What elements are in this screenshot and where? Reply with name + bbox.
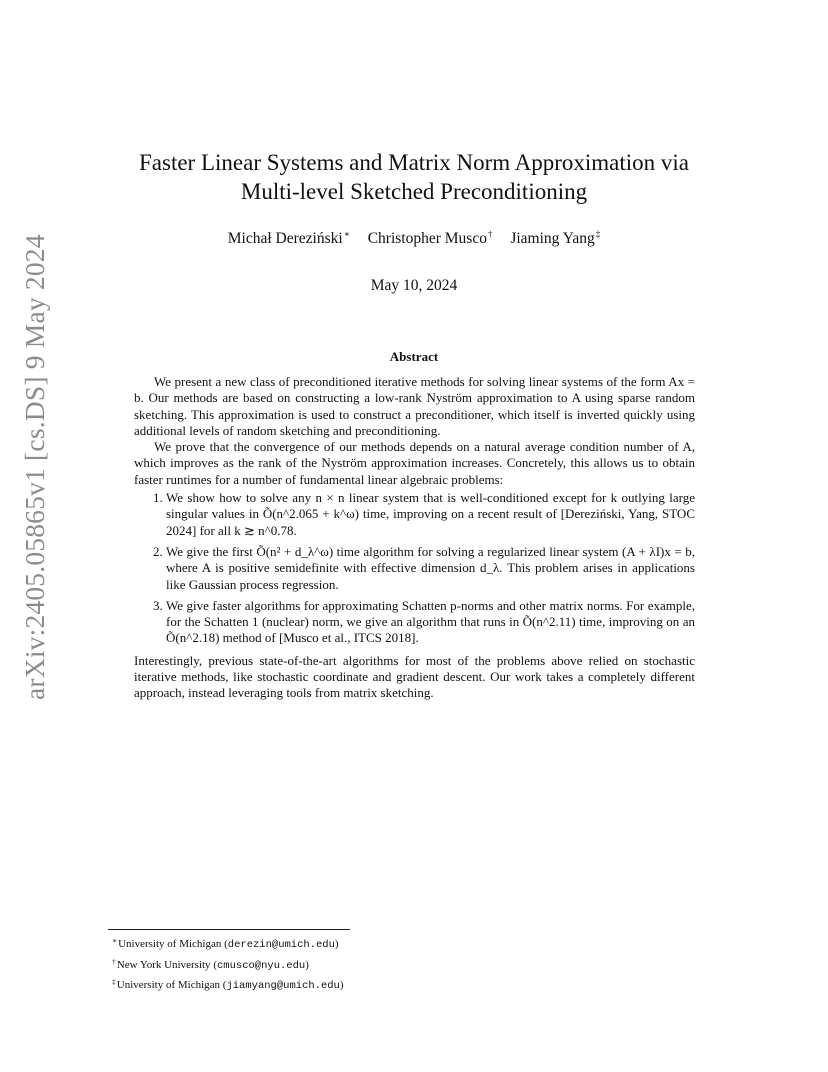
author-1: Michał Dereziński∗ bbox=[227, 229, 350, 247]
title-line-1: Faster Linear Systems and Matrix Norm Approximation via bbox=[139, 150, 689, 175]
abstract-paragraph-3: Interestingly, previous state-of-the-art algorithms for most of the problems above relied on stochastic iterative methods, like stochastic coordinate and gradient descent. Our work takes a completely different approach, instead leveraging tools from matrix sketching. bbox=[134, 652, 695, 701]
email-link[interactable]: cmusco@nyu.edu bbox=[216, 959, 306, 972]
abstract-heading: Abstract bbox=[389, 349, 439, 364]
contribution-item-2: 2. We give the first Õ(n² + d_λ^ω) time algorithm for solving a regularized linear system (A + λI)x = b, where A is positive semidefinite with effective dimension d_λ. This problem arises in applications like Gaussian process regression. bbox=[166, 544, 695, 593]
footnotes bbox=[112, 933, 344, 995]
contribution-item-3: 3. We give faster algorithms for approximating Schatten p-norms and other matrix norms. For example, for the Schatten 1 (nuclear) norm, we give an algorithm that runs in Õ(n^2.11) time, improving on an Õ(n^2.18) method of [Musco et al., ITCS 2018]. bbox=[166, 598, 695, 647]
contribution-item-1: 1. We show how to solve any n × n linear system that is well-conditioned except for k outlying large singular values in Õ(n^2.065 + k^ω) time, improving on a recent result of [Dereziński, Yang, STOC 2024] for all k ≳ n^0.78. bbox=[166, 490, 695, 539]
abstract-body bbox=[134, 374, 695, 702]
abstract-paragraph-2: We prove that the convergence of our methods depends on a natural average condition number of A, which improves as the rank of the Nyström approximation increases. Concretely, this allows us to obtain faster runtimes for a number of fundamental linear algebraic problems: bbox=[134, 439, 695, 487]
footnote-2: †New York University (cmusco@nyu.edu) bbox=[112, 956, 309, 972]
author-list bbox=[100, 229, 728, 248]
footnote-1: ∗University of Michigan (derezin@umich.edu) bbox=[112, 936, 339, 951]
title-line-2: Multi-level Sketched Preconditioning bbox=[240, 179, 588, 204]
arxiv-identifier: arXiv:2405.05865v1 [cs.DS] 9 May 2024 bbox=[19, 234, 50, 700]
abstract-paragraph-1: We present a new class of preconditioned iterative methods for solving linear systems of the form Ax = b. Our methods are based on constructing a low-rank Nyström approximation to A using sparse random sketching. This approximation is used to construct a preconditioner, which itself is inverted quickly using additional levels of random sketching and preconditioning. bbox=[134, 374, 695, 438]
email-link[interactable]: jiamyang@umich.edu bbox=[226, 980, 340, 992]
email-link[interactable]: derezin@umich.edu bbox=[227, 939, 335, 951]
paper-title bbox=[100, 148, 728, 206]
author-3: Jiaming Yang‡ bbox=[510, 229, 601, 247]
footnote-3: ‡University of Michigan (jiamyang@umich.edu) bbox=[112, 977, 344, 992]
footnote-rule bbox=[108, 929, 350, 930]
paper-date: May 10, 2024 bbox=[370, 277, 458, 294]
author-2: Christopher Musco† bbox=[367, 229, 493, 247]
contribution-list bbox=[134, 490, 695, 647]
